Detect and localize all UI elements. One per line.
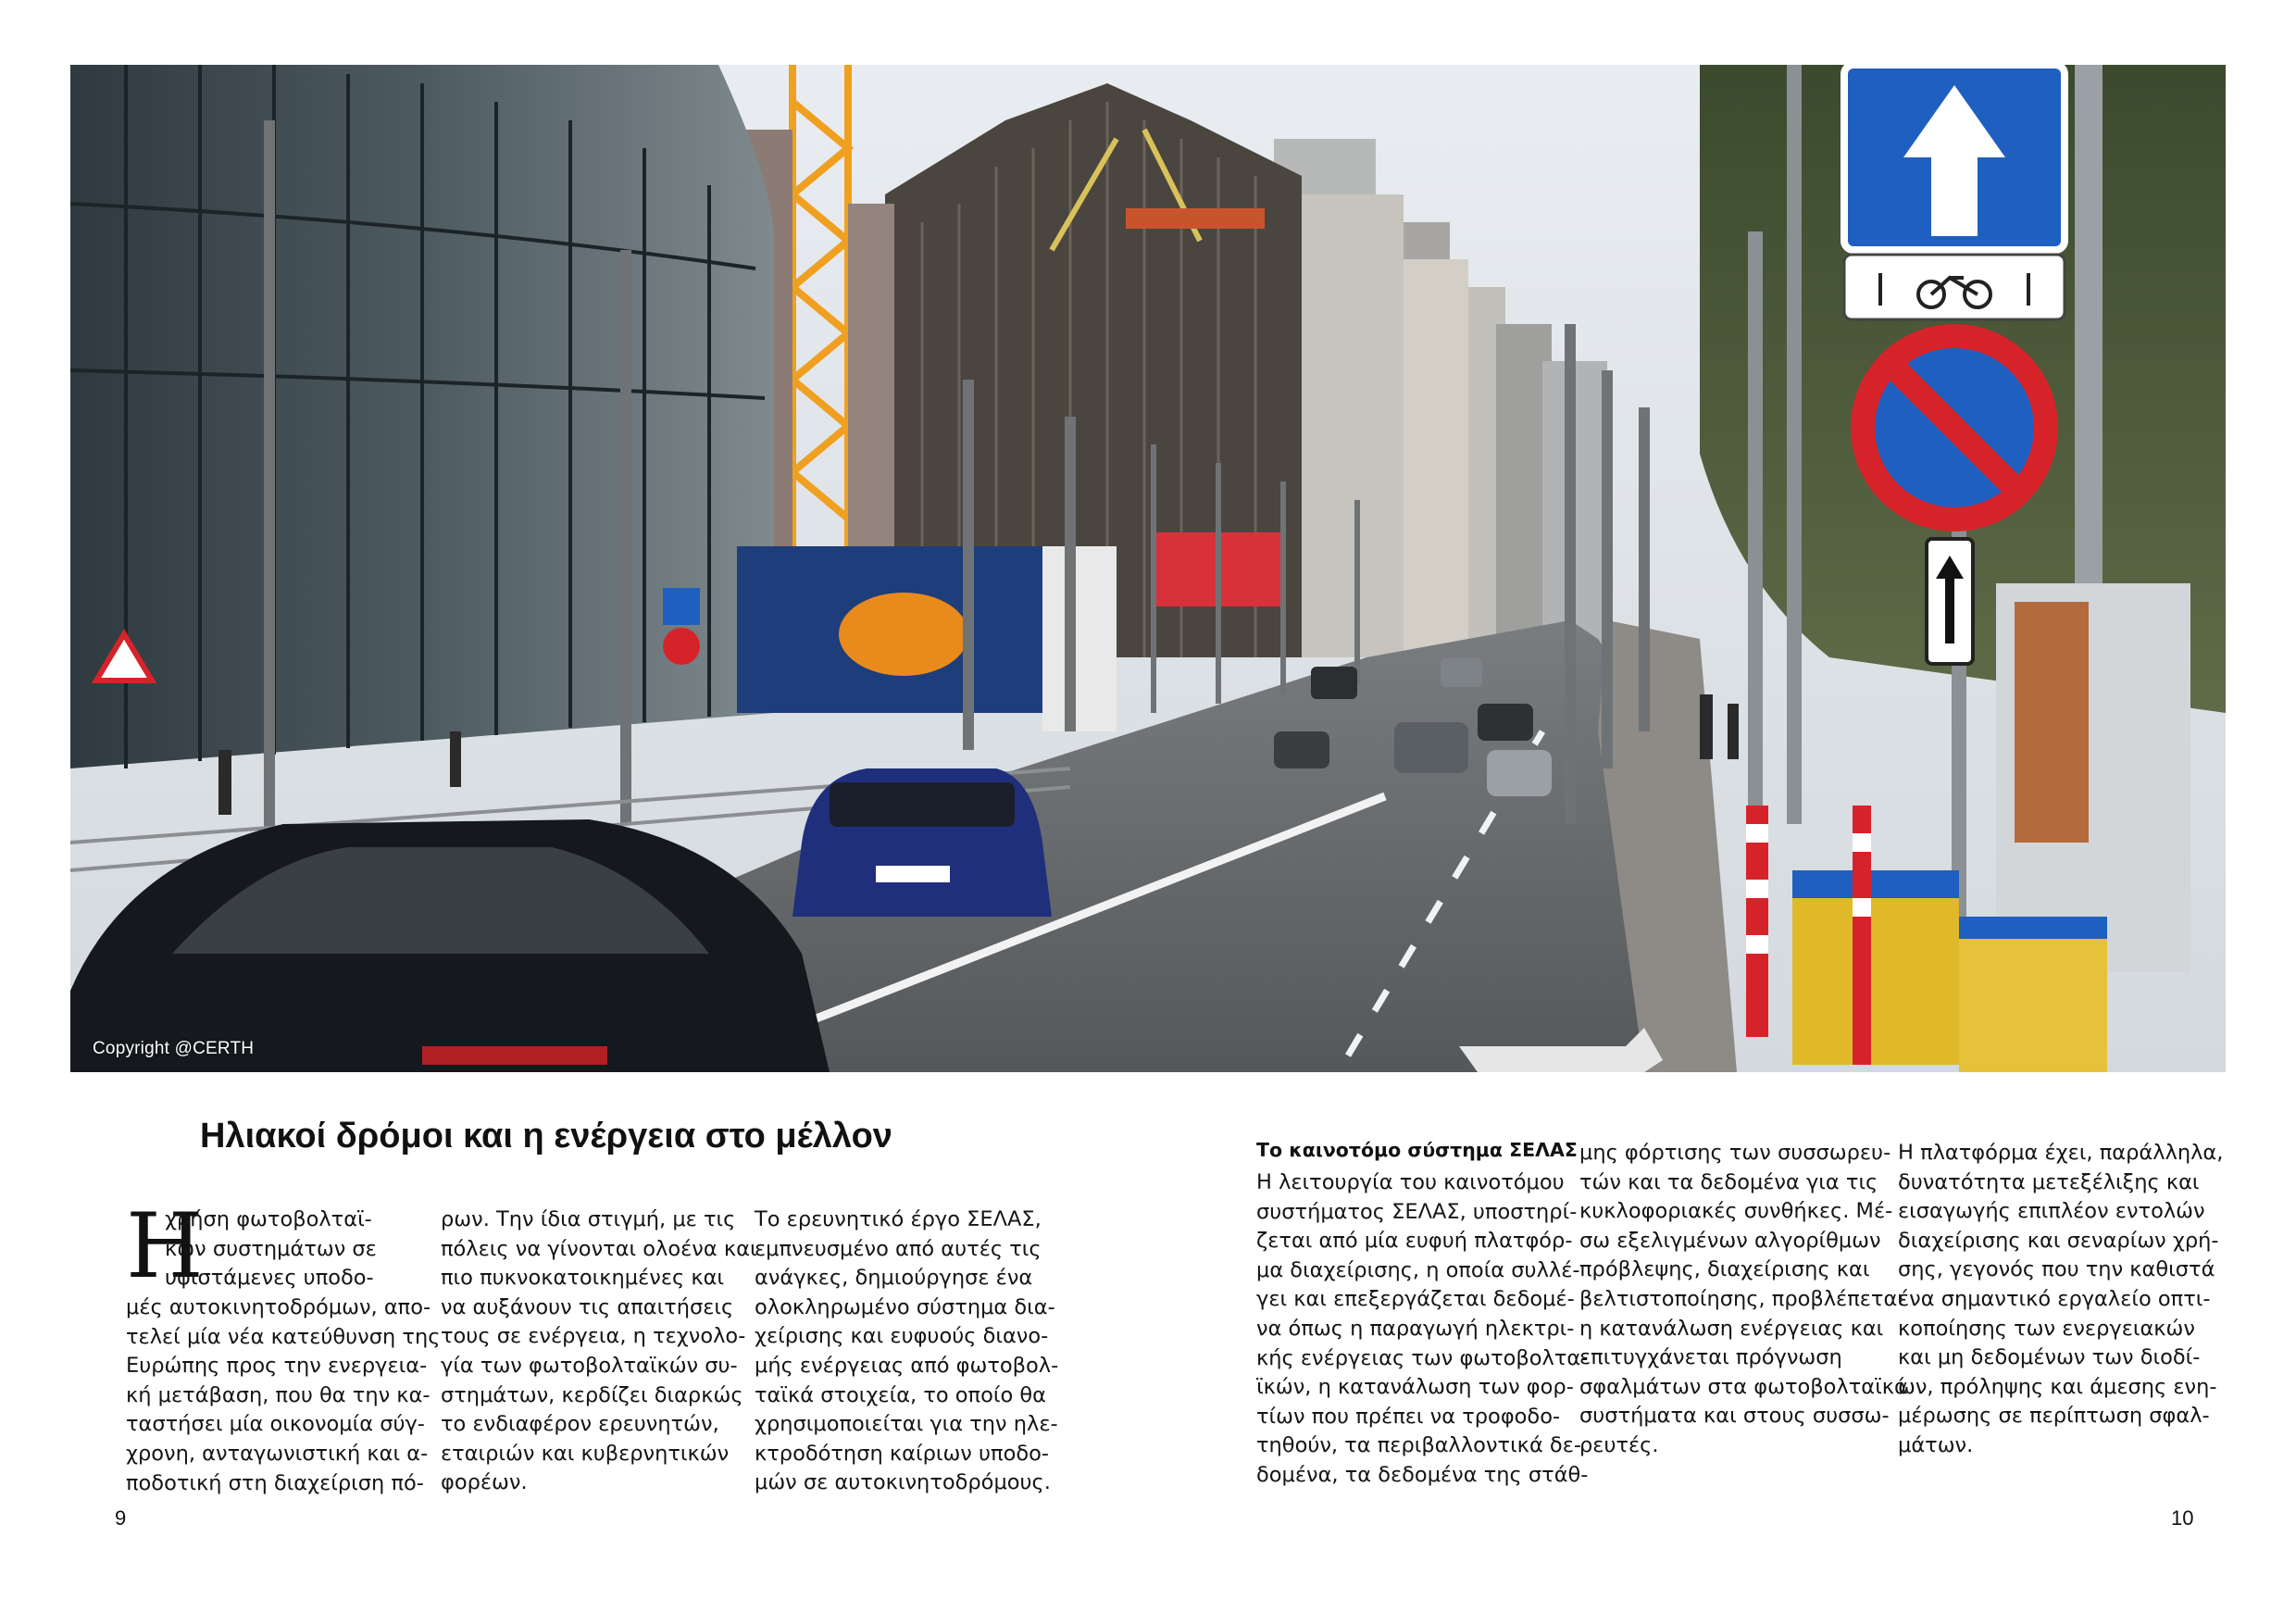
text-line: γία των φωτοβολταϊκών συ- [441,1353,738,1378]
column-4 [1256,1168,1588,1491]
text-line: ανάγκες, δημιούργησε ένα [755,1266,1033,1291]
text-line: εισαγωγής επιπλέον εντολών [1898,1199,2205,1224]
text-line: ποδοτική στη διαχείριση πό- [126,1470,424,1495]
text-line: Η λειτουργία του καινοτόμου [1256,1170,1565,1194]
street-photo [70,65,2226,1072]
text-line: τών και τα δεδομένα για τις [1579,1169,1878,1194]
text-line: μές αυτοκινητοδρόμων, απο- [126,1295,431,1319]
text-line: και μη δεδομένων των διοδί- [1898,1345,2201,1370]
text-line: κής ενέργειας των φωτοβολτα- [1256,1345,1589,1370]
text-line: η κατανάλωση ενέργειας και [1579,1316,1884,1341]
text-line: συστήματος ΣΕΛΑΣ, υποστηρί- [1256,1199,1578,1224]
text-line: γει και επεξεργάζεται δεδομέ- [1256,1287,1575,1312]
text-line: υφιστάμενες υποδο- [165,1266,374,1291]
text-line: μα διαχείρισης, η οποία συλλέ- [1256,1257,1580,1282]
text-line: μάτων. [1898,1432,1974,1457]
street-scene-image [70,65,2226,1072]
text-line: εμπνευσμένο από αυτές τις [755,1236,1042,1261]
text-line: τίων που πρέπει να τροφοδο- [1256,1404,1561,1429]
photo-copyright: Copyright @CERTH [93,1039,255,1058]
text-line: φορέων. [441,1470,528,1495]
text-line: ένα σημαντικό εργαλείο οπτι- [1898,1286,2211,1311]
text-line: ρων. Την ίδια στιγμή, με τις [441,1207,736,1231]
text-line: χρήση φωτοβολταϊ- [165,1207,372,1231]
column-1-bottom [126,1293,440,1498]
text-line: κτροδότηση καίριων υποδο- [755,1441,1050,1466]
text-line: βελτιστοποίησης, προβλέπεται [1579,1286,1904,1311]
text-line: να αυξάνουν τις απαιτήσεις [441,1294,734,1319]
text-line: κυκλοφοριακές συνθήκες. Μέ- [1579,1199,1893,1224]
text-line: ϊκών, η κατανάλωση των φορ- [1256,1375,1574,1400]
text-line: Ευρώπης προς την ενεργεια- [126,1354,428,1379]
text-line: να όπως η παραγωγή ηλεκτρι- [1256,1316,1575,1341]
no-parking-sign [1851,324,2058,531]
column-2 [441,1206,757,1498]
text-line: ρευτές. [1579,1432,1659,1457]
one-way-sign [1844,65,2065,319]
article-title: Ηλιακοί δρόμοι και η ενέργεια στο μέλλον [200,1117,892,1156]
text-line: δομένα, τα δεδομένα της στάθ- [1256,1462,1589,1487]
text-line: εταιριών και κυβερνητικών [441,1441,730,1466]
text-line: ων, πρόληψης και άμεσης ενη- [1898,1374,2217,1399]
text-line: ζεται από μία ευφυή πλατφόρ- [1256,1229,1573,1254]
text-line: Το ερευνητικό έργο ΣΕΛΑΣ, [755,1207,1042,1231]
column-3 [755,1206,1058,1498]
text-line: κή μετάβαση, που θα την κα- [126,1382,430,1407]
text-line: διαχείρισης και σεναρίων χρή- [1898,1228,2219,1253]
text-line: πρόβλεψης, διαχείρισης και [1579,1257,1870,1282]
column-6 [1898,1139,2223,1461]
text-line: ολοκληρωμένο σύστημα δια- [755,1294,1055,1319]
text-line: τους σε ενέργεια, η τεχνολο- [441,1324,746,1349]
text-line: Η πλατφόρμα έχει, παράλληλα, [1898,1141,2224,1165]
text-line: μής ενέργειας από φωτοβολ- [755,1353,1059,1378]
text-line: κών συστημάτων σε [165,1236,377,1261]
text-line: πιο πυκνοκατοικημένες και [441,1266,725,1291]
text-line: ταστήσει μία οικονομία σύγ- [126,1412,425,1437]
column-1-top [165,1206,377,1293]
text-line: στημάτων, κερδίζει διαρκώς [441,1382,743,1407]
text-line: πόλεις να γίνονται ολοένα και [441,1236,757,1261]
text-line: το ενδιαφέρον ερευνητών, [441,1412,719,1437]
text-line: μών σε αυτοκινητοδρόμους. [755,1470,1051,1495]
text-line: σφαλμάτων στα φωτοβολταϊκά [1579,1374,1908,1399]
text-line: σης, γεγονός που την καθιστά [1898,1257,2215,1282]
text-line: τελεί μία νέα κατεύθυνση της [126,1324,441,1349]
text-line: τηθούν, τα περιβαλλοντικά δε- [1256,1433,1581,1458]
drop-cap: Η [126,1194,204,1298]
column-5 [1579,1139,1908,1461]
text-line: κοποίησης των ενεργειακών [1898,1316,2195,1341]
page-number-right: 10 [2171,1506,2194,1530]
page-number-left: 9 [115,1506,127,1530]
text-line: επιτυγχάνεται πρόγνωση [1579,1345,1842,1370]
text-line: μέρωσης σε περίπτωση σφαλ- [1898,1404,2210,1429]
text-line: συστήματα και στους συσσω- [1579,1404,1890,1429]
text-line: σω εξελιγμένων αλγορίθμων [1579,1228,1881,1253]
text-line: χρονη, ανταγωνιστική και α- [126,1441,429,1466]
section-subheading: Το καινοτόμο σύστημα ΣΕΛΑΣ [1256,1139,1578,1161]
text-line: μης φόρτισης των συσσωρευ- [1579,1141,1891,1165]
text-line: δυνατότητα μετεξέλιξης και [1898,1169,2200,1194]
text-line: ταϊκά στοιχεία, το οποίο θα [755,1382,1046,1407]
text-line: χείρισης και ευφυούς διανο- [755,1324,1049,1349]
text-line: χρησιμοποιείται για την ηλε- [755,1412,1058,1437]
